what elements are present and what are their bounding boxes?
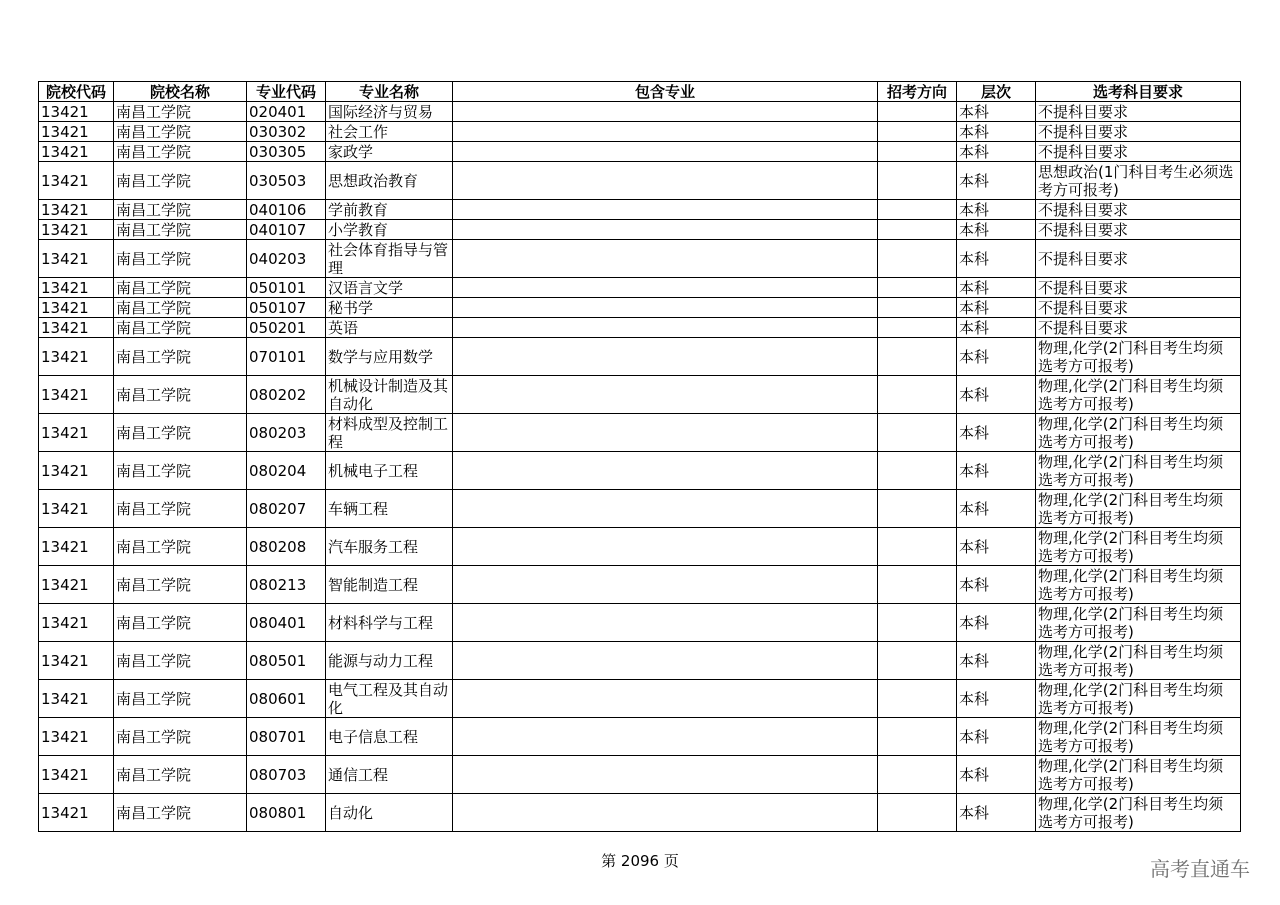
major-code-cell: 080208: [247, 528, 326, 566]
school-name-cell: 南昌工学院: [114, 604, 247, 642]
level-cell: 本科: [957, 298, 1036, 318]
document-sheet: [38, 81, 1240, 832]
direction-cell: [878, 642, 957, 680]
included-majors-cell: [453, 718, 878, 756]
school-code-cell: 13421: [39, 566, 114, 604]
subject-requirement-cell: 物理,化学(2门科目考生均须选考方可报考): [1036, 528, 1241, 566]
major-name-cell: 英语: [326, 318, 453, 338]
school-name-cell: 南昌工学院: [114, 718, 247, 756]
table-row: [39, 566, 1241, 604]
major-name-cell: 汉语言文学: [326, 278, 453, 298]
level-cell: 本科: [957, 142, 1036, 162]
school-code-cell: 13421: [39, 162, 114, 200]
major-code-cell: 020401: [247, 102, 326, 122]
school-code-cell: 13421: [39, 122, 114, 142]
direction-cell: [878, 566, 957, 604]
level-cell: 本科: [957, 756, 1036, 794]
header-cell: 专业名称: [326, 82, 453, 102]
watermark-text: 高考直通车: [1150, 857, 1250, 881]
included-majors-cell: [453, 298, 878, 318]
level-cell: 本科: [957, 376, 1036, 414]
major-code-cell: 030503: [247, 162, 326, 200]
table-row: [39, 240, 1241, 278]
subject-requirement-cell: 物理,化学(2门科目考生均须选考方可报考): [1036, 642, 1241, 680]
table-row: [39, 162, 1241, 200]
subject-requirement-cell: 物理,化学(2门科目考生均须选考方可报考): [1036, 376, 1241, 414]
school-name-cell: 南昌工学院: [114, 376, 247, 414]
subject-requirement-cell: 物理,化学(2门科目考生均须选考方可报考): [1036, 604, 1241, 642]
direction-cell: [878, 102, 957, 122]
direction-cell: [878, 680, 957, 718]
table-row: [39, 200, 1241, 220]
included-majors-cell: [453, 642, 878, 680]
major-code-cell: 080202: [247, 376, 326, 414]
included-majors-cell: [453, 220, 878, 240]
school-code-cell: 13421: [39, 200, 114, 220]
subject-requirement-cell: 不提科目要求: [1036, 298, 1241, 318]
direction-cell: [878, 452, 957, 490]
major-name-cell: 自动化: [326, 794, 453, 832]
included-majors-cell: [453, 756, 878, 794]
major-code-cell: 070101: [247, 338, 326, 376]
level-cell: 本科: [957, 794, 1036, 832]
school-code-cell: 13421: [39, 490, 114, 528]
direction-cell: [878, 142, 957, 162]
direction-cell: [878, 122, 957, 142]
direction-cell: [878, 240, 957, 278]
major-name-cell: 机械设计制造及其自动化: [326, 376, 453, 414]
table-row: [39, 604, 1241, 642]
school-name-cell: 南昌工学院: [114, 490, 247, 528]
school-name-cell: 南昌工学院: [114, 298, 247, 318]
subject-requirement-cell: 不提科目要求: [1036, 318, 1241, 338]
level-cell: 本科: [957, 566, 1036, 604]
direction-cell: [878, 298, 957, 318]
subject-requirement-cell: 物理,化学(2门科目考生均须选考方可报考): [1036, 794, 1241, 832]
school-code-cell: 13421: [39, 240, 114, 278]
level-cell: 本科: [957, 220, 1036, 240]
subject-requirement-cell: 物理,化学(2门科目考生均须选考方可报考): [1036, 338, 1241, 376]
major-name-cell: 国际经济与贸易: [326, 102, 453, 122]
school-name-cell: 南昌工学院: [114, 122, 247, 142]
major-name-cell: 小学教育: [326, 220, 453, 240]
school-name-cell: 南昌工学院: [114, 338, 247, 376]
direction-cell: [878, 528, 957, 566]
direction-cell: [878, 718, 957, 756]
major-code-cell: 080801: [247, 794, 326, 832]
direction-cell: [878, 318, 957, 338]
school-name-cell: 南昌工学院: [114, 318, 247, 338]
direction-cell: [878, 794, 957, 832]
level-cell: 本科: [957, 642, 1036, 680]
level-cell: 本科: [957, 680, 1036, 718]
major-code-cell: 030302: [247, 122, 326, 142]
subject-requirement-cell: 物理,化学(2门科目考生均须选考方可报考): [1036, 490, 1241, 528]
subject-requirement-cell: 物理,化学(2门科目考生均须选考方可报考): [1036, 756, 1241, 794]
school-code-cell: 13421: [39, 642, 114, 680]
included-majors-cell: [453, 566, 878, 604]
major-code-cell: 080203: [247, 414, 326, 452]
major-code-cell: 040203: [247, 240, 326, 278]
table-row: [39, 278, 1241, 298]
major-code-cell: 030305: [247, 142, 326, 162]
major-code-cell: 040106: [247, 200, 326, 220]
school-code-cell: 13421: [39, 376, 114, 414]
table-row: [39, 452, 1241, 490]
included-majors-cell: [453, 680, 878, 718]
included-majors-cell: [453, 604, 878, 642]
major-code-cell: 050201: [247, 318, 326, 338]
included-majors-cell: [453, 318, 878, 338]
school-code-cell: 13421: [39, 220, 114, 240]
school-name-cell: 南昌工学院: [114, 528, 247, 566]
major-code-cell: 080501: [247, 642, 326, 680]
level-cell: 本科: [957, 414, 1036, 452]
level-cell: 本科: [957, 490, 1036, 528]
school-name-cell: 南昌工学院: [114, 452, 247, 490]
school-code-cell: 13421: [39, 278, 114, 298]
school-code-cell: 13421: [39, 102, 114, 122]
header-cell: 招考方向: [878, 82, 957, 102]
major-name-cell: 车辆工程: [326, 490, 453, 528]
subject-requirement-cell: 不提科目要求: [1036, 122, 1241, 142]
table-row: [39, 318, 1241, 338]
major-name-cell: 社会工作: [326, 122, 453, 142]
school-code-cell: 13421: [39, 604, 114, 642]
header-cell: 院校名称: [114, 82, 247, 102]
table-row: [39, 642, 1241, 680]
header-cell: 选考科目要求: [1036, 82, 1241, 102]
level-cell: 本科: [957, 338, 1036, 376]
major-name-cell: 家政学: [326, 142, 453, 162]
major-code-cell: 040107: [247, 220, 326, 240]
level-cell: 本科: [957, 122, 1036, 142]
school-code-cell: 13421: [39, 142, 114, 162]
header-cell: 包含专业: [453, 82, 878, 102]
school-name-cell: 南昌工学院: [114, 142, 247, 162]
header-cell: 专业代码: [247, 82, 326, 102]
school-name-cell: 南昌工学院: [114, 162, 247, 200]
major-code-cell: 080703: [247, 756, 326, 794]
school-code-cell: 13421: [39, 318, 114, 338]
direction-cell: [878, 162, 957, 200]
major-code-cell: 080601: [247, 680, 326, 718]
major-code-cell: 080213: [247, 566, 326, 604]
table-row: [39, 756, 1241, 794]
school-name-cell: 南昌工学院: [114, 200, 247, 220]
included-majors-cell: [453, 142, 878, 162]
header-cell: 层次: [957, 82, 1036, 102]
direction-cell: [878, 338, 957, 376]
table-row: [39, 794, 1241, 832]
level-cell: 本科: [957, 200, 1036, 220]
school-name-cell: 南昌工学院: [114, 278, 247, 298]
major-name-cell: 汽车服务工程: [326, 528, 453, 566]
included-majors-cell: [453, 528, 878, 566]
direction-cell: [878, 200, 957, 220]
school-name-cell: 南昌工学院: [114, 642, 247, 680]
included-majors-cell: [453, 278, 878, 298]
direction-cell: [878, 278, 957, 298]
level-cell: 本科: [957, 278, 1036, 298]
major-code-cell: 080401: [247, 604, 326, 642]
school-code-cell: 13421: [39, 680, 114, 718]
school-name-cell: 南昌工学院: [114, 794, 247, 832]
table-row: [39, 142, 1241, 162]
level-cell: 本科: [957, 318, 1036, 338]
major-name-cell: 机械电子工程: [326, 452, 453, 490]
table-row: [39, 680, 1241, 718]
included-majors-cell: [453, 122, 878, 142]
table-row: [39, 718, 1241, 756]
school-name-cell: 南昌工学院: [114, 220, 247, 240]
major-code-cell: 080207: [247, 490, 326, 528]
major-name-cell: 数学与应用数学: [326, 338, 453, 376]
table-row: [39, 122, 1241, 142]
direction-cell: [878, 490, 957, 528]
table-row: [39, 220, 1241, 240]
table-row: [39, 298, 1241, 318]
included-majors-cell: [453, 102, 878, 122]
table-row: [39, 490, 1241, 528]
subject-requirement-cell: 不提科目要求: [1036, 200, 1241, 220]
school-name-cell: 南昌工学院: [114, 414, 247, 452]
included-majors-cell: [453, 376, 878, 414]
subject-requirement-cell: 物理,化学(2门科目考生均须选考方可报考): [1036, 680, 1241, 718]
major-name-cell: 思想政治教育: [326, 162, 453, 200]
table-row: [39, 338, 1241, 376]
school-name-cell: 南昌工学院: [114, 566, 247, 604]
included-majors-cell: [453, 490, 878, 528]
direction-cell: [878, 604, 957, 642]
subject-requirement-cell: 物理,化学(2门科目考生均须选考方可报考): [1036, 718, 1241, 756]
school-code-cell: 13421: [39, 338, 114, 376]
school-code-cell: 13421: [39, 794, 114, 832]
included-majors-cell: [453, 338, 878, 376]
school-code-cell: 13421: [39, 756, 114, 794]
included-majors-cell: [453, 414, 878, 452]
school-name-cell: 南昌工学院: [114, 240, 247, 278]
subject-requirement-cell: 不提科目要求: [1036, 102, 1241, 122]
admission-table: [38, 81, 1241, 832]
included-majors-cell: [453, 162, 878, 200]
direction-cell: [878, 414, 957, 452]
direction-cell: [878, 756, 957, 794]
major-name-cell: 学前教育: [326, 200, 453, 220]
major-code-cell: 050107: [247, 298, 326, 318]
table-row: [39, 102, 1241, 122]
level-cell: 本科: [957, 718, 1036, 756]
included-majors-cell: [453, 240, 878, 278]
major-code-cell: 080701: [247, 718, 326, 756]
school-name-cell: 南昌工学院: [114, 756, 247, 794]
table-row: [39, 376, 1241, 414]
table-body: [39, 102, 1241, 832]
level-cell: 本科: [957, 528, 1036, 566]
level-cell: 本科: [957, 102, 1036, 122]
school-code-cell: 13421: [39, 528, 114, 566]
school-code-cell: 13421: [39, 414, 114, 452]
subject-requirement-cell: 物理,化学(2门科目考生均须选考方可报考): [1036, 414, 1241, 452]
major-name-cell: 电气工程及其自动化: [326, 680, 453, 718]
direction-cell: [878, 220, 957, 240]
major-name-cell: 秘书学: [326, 298, 453, 318]
page-number: 第 2096 页: [601, 852, 679, 870]
school-code-cell: 13421: [39, 718, 114, 756]
header-cell: 院校代码: [39, 82, 114, 102]
included-majors-cell: [453, 794, 878, 832]
school-name-cell: 南昌工学院: [114, 102, 247, 122]
major-name-cell: 通信工程: [326, 756, 453, 794]
table-header-row: [39, 82, 1241, 102]
subject-requirement-cell: 不提科目要求: [1036, 240, 1241, 278]
school-name-cell: 南昌工学院: [114, 680, 247, 718]
subject-requirement-cell: 不提科目要求: [1036, 220, 1241, 240]
major-code-cell: 050101: [247, 278, 326, 298]
table-row: [39, 528, 1241, 566]
major-name-cell: 智能制造工程: [326, 566, 453, 604]
major-name-cell: 电子信息工程: [326, 718, 453, 756]
major-name-cell: 材料成型及控制工程: [326, 414, 453, 452]
included-majors-cell: [453, 452, 878, 490]
subject-requirement-cell: 不提科目要求: [1036, 278, 1241, 298]
major-name-cell: 社会体育指导与管理: [326, 240, 453, 278]
major-code-cell: 080204: [247, 452, 326, 490]
subject-requirement-cell: 思想政治(1门科目考生必须选考方可报考): [1036, 162, 1241, 200]
subject-requirement-cell: 物理,化学(2门科目考生均须选考方可报考): [1036, 566, 1241, 604]
included-majors-cell: [453, 200, 878, 220]
subject-requirement-cell: 物理,化学(2门科目考生均须选考方可报考): [1036, 452, 1241, 490]
level-cell: 本科: [957, 162, 1036, 200]
level-cell: 本科: [957, 240, 1036, 278]
school-code-cell: 13421: [39, 452, 114, 490]
major-name-cell: 材料科学与工程: [326, 604, 453, 642]
subject-requirement-cell: 不提科目要求: [1036, 142, 1241, 162]
level-cell: 本科: [957, 604, 1036, 642]
major-name-cell: 能源与动力工程: [326, 642, 453, 680]
direction-cell: [878, 376, 957, 414]
level-cell: 本科: [957, 452, 1036, 490]
table-row: [39, 414, 1241, 452]
school-code-cell: 13421: [39, 298, 114, 318]
